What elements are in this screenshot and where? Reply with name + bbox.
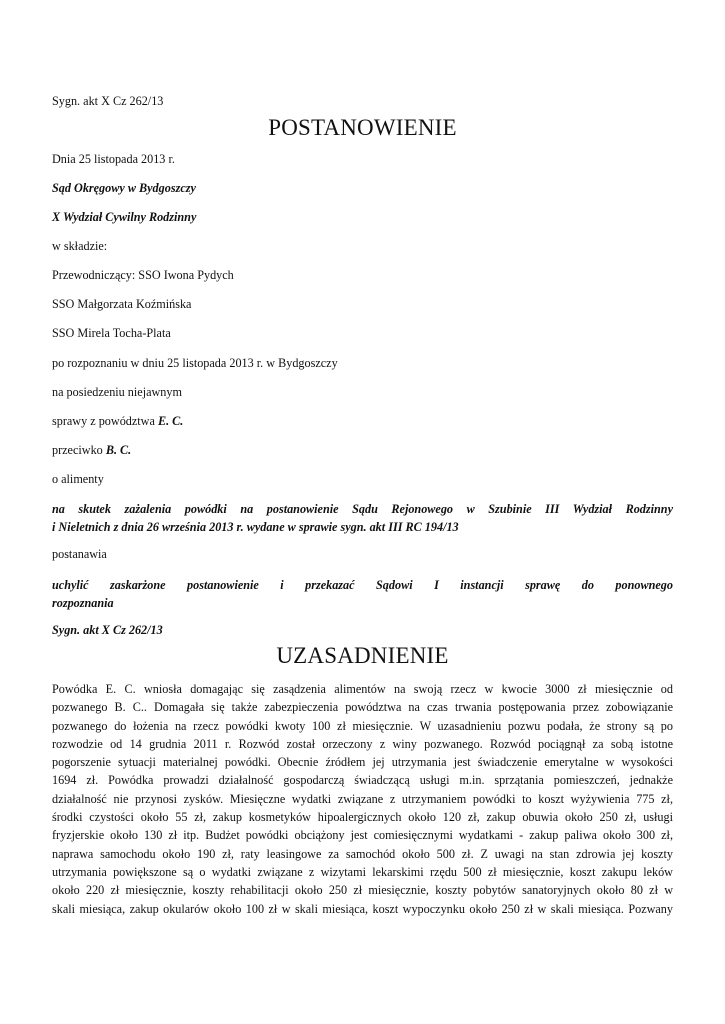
subject-line: o alimenty (52, 472, 104, 486)
justification-line: pogorszenie sytuacji materialnej powódki. Obecnie źródłem jej utrzymania jest świadczenie emerytalne w wysokości (52, 755, 673, 770)
ruling-line-2: rozpoznania (52, 596, 114, 611)
against-line (52, 443, 131, 458)
defendant-name: B. C. (105, 443, 132, 457)
justification-line: pozwanego do łożenia na rzecz powódki kwoty 100 zł miesięcznie. W uzasadnieniu pozwu podała, że strony są po (52, 718, 673, 733)
justification-paragraph (52, 680, 673, 918)
justification-line: pozwanego B. C.. Domagała się także zabezpieczenia powództwa na czas trwania postępowania przez zobowiązanie (52, 700, 673, 715)
judge-2: SSO Małgorzata Koźmińska (52, 297, 192, 311)
appeal-paragraph (52, 500, 673, 537)
justification-line: środki czystości około 55 zł, zakup kosmetyków hipoalergicznych około 120 zł, zakup obuwia około 250 zł, usługi (52, 810, 673, 825)
session-line: na posiedzeniu niejawnym (52, 385, 182, 399)
decides-line: postanawia (52, 547, 107, 561)
ruling-paragraph (52, 576, 673, 613)
date-line: Dnia 25 listopada 2013 r. (52, 152, 175, 166)
presiding-judge: Przewodniczący: SSO Iwona Pydych (52, 268, 234, 282)
justification-line: działalność nie przynosi zysków. Miesięczne wydatki związane z utrzymaniem powódki to koszt wyżywienia 775 zł, (52, 791, 673, 806)
justification-line: utrzymania powiększone są o wydatki związane z wizytami lekarskimi rzędu 500 zł miesięcznie, koszt zakupu leków (52, 864, 673, 879)
justification-line: około 220 zł miesięcznie, koszty rehabilitacji około 250 zł miesięcznie, koszty pobytów sanatoryjnych około 80 zł w (52, 883, 673, 898)
judge-3: SSO Mirela Tocha-Plata (52, 326, 171, 340)
claimant-name: E. C. (157, 414, 184, 428)
case-number-top: Sygn. akt X Cz 262/13 (52, 94, 164, 108)
justification-line: naprawa samochodu około 190 zł, raty leasingowe za samochód około 500 zł. Z uwagi na stan zdrowia jej koszty (52, 846, 673, 861)
justification-line: rozwodzie od 14 grudnia 2011 r. Rozwód został orzeczony z winy pozwanego. Rozwód pociągnął za sobą istotne (52, 736, 673, 751)
justification-line: skali miesiąca, zakup okularów około 100 zł w skali miesiąca, koszt wypoczynku około 250 zł w skali miesiąca. Pozwany (52, 901, 673, 916)
court-division: X Wydział Cywilny Rodzinny (52, 210, 197, 224)
appeal-line-1: na skutek zażalenia powódki na postanowienie Sądu Rejonowego w Szubinie III Wydział Rodzinny (52, 502, 673, 516)
justification-line: 1694 zł. Powódka prowadzi działalność gospodarczą świadczącą usługi m.in. sprzątania pomieszczeń, jednakże (52, 773, 673, 788)
appeal-line-2: i Nieletnich z dnia 26 września 2013 r. wydane w sprawie sygn. akt III RC 194/13 (52, 520, 459, 535)
against-prefix: przeciwko (52, 443, 106, 457)
case-number-bottom: Sygn. akt X Cz 262/13 (52, 623, 163, 637)
justification-line: fryzjerskie około 130 zł itp. Budżet powódki obciążony jest comiesięcznymi wydatkami - zakup paliwa około 300 zł, (52, 828, 673, 843)
justification-title: UZASADNIENIE (276, 643, 449, 668)
hearing-line: po rozpoznaniu w dniu 25 listopada 2013 r. w Bydgoszczy (52, 356, 338, 370)
court-name: Sąd Okręgowy w Bydgoszczy (52, 181, 196, 195)
composition-label: w składzie: (52, 239, 108, 253)
ruling-line-1: uchylić zaskarżone postanowienie i przekazać Sądowi I instancji sprawę do ponownego (52, 578, 673, 592)
justification-line: Powódka E. C. wniosła domagając się zasądzenia alimentów na swoją rzecz w kwocie 3000 zł miesięcznie od (52, 682, 673, 696)
claim-prefix: sprawy z powództwa (52, 414, 158, 428)
claim-line (52, 414, 183, 429)
document-title: POSTANOWIENIE (268, 115, 457, 140)
